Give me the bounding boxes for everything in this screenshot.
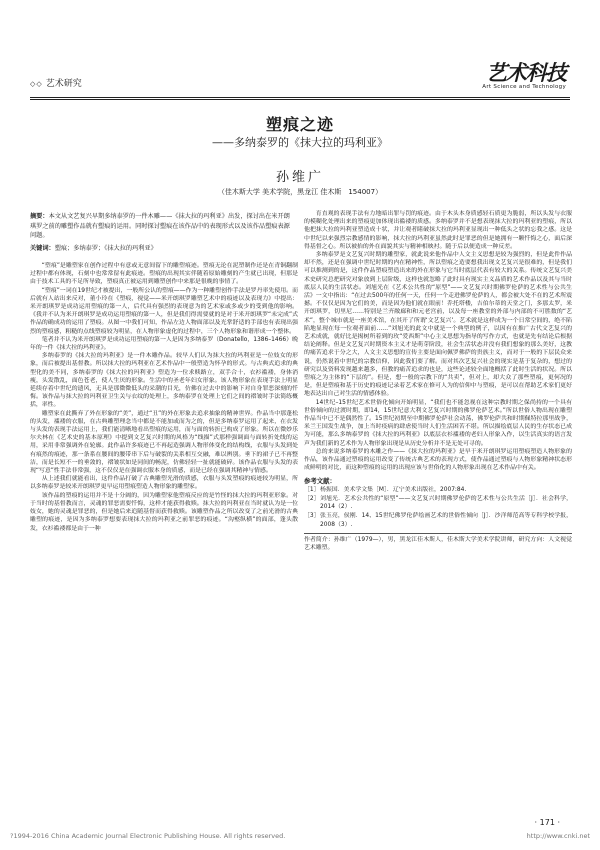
keywords-label: 关键词：: [30, 244, 55, 252]
journal-logo: [482, 62, 566, 90]
reference-number: ［3］: [304, 513, 320, 520]
keywords: [30, 244, 296, 254]
abstract-label: 摘要：: [30, 213, 49, 220]
paragraph: 笔者并不认为米开朗琪罗是成功运用塑痕的第一人是因为多纳泰罗（Donatello，1386–1466）晚年的一件《抹大拉的玛利亚》。: [30, 336, 298, 352]
header-rule-bottom: [30, 99, 570, 100]
reference-item: [304, 512, 572, 528]
section-label-text: 艺术研究: [45, 79, 82, 89]
paragraph: 该作品的塑痕的运用并不是十分阔的，因为雕塑家他塑痕反应的是竹怪的抹大拉的玛利亚形象。对于当时的基督教而言，灵魂的罪恶需要忏悔，这样才能获得救赎。抹大拉的玛利亚在当时就认为是一位妓女，她的灵魂是罪恶的，但是她后来追随基督而获得救赎。该雕塑作品之所以改变了之前光滑的古典雕塑的痕迹，是因为多纳泰罗想要表现抹大拉的玛利亚之前罪恶的痕迹。“沟壑纵横”的面部，蓬头散发，衣衫褴褛都是由于一种: [30, 492, 298, 532]
page-footer: [10, 832, 590, 840]
article-subtitle: ——多纳泰罗的《抹大拉的玛利亚》: [212, 136, 388, 149]
paragraph: 多纳泰罗的《抹大拉的玛利亚》是一件木雕作品。较早人们认为抹大拉的玛利亚是一位妓女的形象，而后被提出基督教。所以抹大拉的玛利亚在艺术作品中一般塑造为怀孕的形式。与古典式追求的典型化的美不同，多纳泰罗的《抹大拉的玛利亚》塑造为一位求赎路立，双手合十，衣衫褴褛，身体消瘦，头发散乱，面色苍老，使人生厌的形象。生活中的圣老年妇女形象。该人物形象在表现手法上明显延续存着中世纪的遗风，无具是那微微低头的采潮的目光，仿佛在过去中的影响下对自身罪恶深刻的忏悔。该作品与抹大拉的玛利亚卫生关与衣纹的处理上，多纳泰罗在处理上它们之间的褶皱时手法简练概括，率性。: [30, 353, 298, 409]
body-column-left: [30, 262, 298, 533]
reference-number: ［2］: [304, 495, 320, 502]
paragraph: 雕塑家在此撕弃了外在形象的“美”，通过“丑”的外在形象去追求抽象的精神世界。作品当中那蓬松的头发，褴褛的衣服，在古典雕塑理念当中都是不能加或而为之的，但是多纳泰罗运用了起来，在衣发与头发的表现手法运用上，我们能清晰地看出塑痕的运用，而与面的转折已构成了形象。所以在微妙乐尔夫林在《艺术史的基本原理》中提到文艺复兴时期的风格为“线描”式那样强调面与面转折处线的运用，采用非常强调外在轮廓。此作品许多痕迹已不再起造强调人物形体变化的结构线，衣服与头发到处有痕然的痕迹，那一条系在腰间的腰带串下后与破裂的关系相互交融，难以辨别。垂下的裙子已不再整洁，而是长短不一的垂敛的，褶皱状如是同间的畅泥，仿佛轻轻一扯就能破碎。该作品衣服与头发的表现“写意”性手法非常强，这不仅仅是在强调衣服本身的质感，而是已经在强调其精神与情感。: [30, 410, 298, 475]
header-rule-top: [30, 97, 570, 98]
page-number: · 171 ·: [534, 818, 560, 827]
paragraph: 从上述我们就能看出，这件作品打破了古典雕塑光滑的质感，衣服与头发塑痕的痕迹较为明显，所以多纳泰罗是较米开朗琪罗更早运用塑痕塑造人物形象的雕塑家。: [30, 476, 298, 491]
page-header: [30, 62, 570, 96]
reference-text: 张玉亮，侯刚．14、15世纪佛罗伦萨绘画艺术的世俗性倾向［J］．沙洋师范高等专科学校学报，2008（3）.: [320, 513, 572, 528]
author-note: 作者简介：孙维广（1979—），男，黑龙江佳木斯人，佳木斯大学美术学院讲师，研究方向：人文视觉艺术雕塑。: [304, 533, 572, 552]
article-title: 塑痕之迹: [265, 115, 334, 134]
abstract: [30, 212, 296, 241]
diamond-ornament-icon: ◇◇: [30, 80, 43, 88]
article-author: 孙维广: [275, 170, 324, 185]
references-title: 参考文献：: [304, 476, 336, 485]
reference-text: 杨振国．美术学文集［M］．辽宁美术出版社，2007:84.: [320, 486, 467, 493]
body-column-right: [304, 210, 572, 552]
paragraph: “塑痕”是雕塑家在创作过程中有意或无意间留下的雕塑痕迹。塑痕无论在泥塑制作还是在青铜翻制过程中都有体现，石刻中也常常留有此痕迹。塑痕的出现其实伴随着原始雕刻的产生就已出现，但那是由于技术工具的不足所导致，塑痕真正被运用到雕塑创作中来那是很晚的事情了。: [30, 263, 298, 286]
section-label: [30, 76, 82, 89]
paragraph: 总的来说多纳泰罗的木雕之作——《抹大拉的玛利亚》是早于米开朗琪罗运用塑痕塑造人物形象的作品，该作品通过塑痕的运用改变了传统古典艺术的表现方式，使作品通过塑痕与人物形象精神状态形成鲜明的对比，而这种塑痕的运用的出现应该与世俗化的人物形象出现在艺术作品中有关。: [304, 448, 572, 472]
footer-copyright: ?1994-2016 China Academic Journal Electronic Publishing House. All rights reserved.: [10, 832, 286, 840]
journal-logo-en: Art Science and Technology: [482, 84, 566, 90]
footer-url[interactable]: http://www.cnki.net: [526, 832, 590, 840]
reference-number: ［1］: [304, 486, 320, 493]
paragraph: 育直观的表现手法有力地暗出罪与罚的痕迹。由于木头本身质感轻石质更为脆弱，所以头发与衣服的模糊化处理出来的塑痕更加体现出褴褛的质感。多纳泰罗并不是想表现抹大拉的玛利亚的塑痕，所以他把抹大拉的玛利亚塑造成十状，并让观者睹破抹大拉的玛利亚显现出一种低头之状的忘我之感。这是中世纪以来强烈宗教感情的影响，抹大拉的玛利亚虽然此时是罪恶的但是她拥有一颗忏悔之心，面后深得基督之心。所以被抬的外在面貌其实与精神相映衬。随于后以便造成一种反差。: [304, 211, 572, 250]
reference-text: 刘旭光．艺术公共性的“原型”——文艺复兴时期佛罗伦萨的艺术性与公共生活［J］．社会科学，2014（2）.: [320, 495, 572, 511]
paragraph: “塑痕”一词在19世纪才被提出，一般所公认的塑痕——作为一种雕塑创作手法是罗丹率先使用。而后就有人站出来反对，董小玲在《塑痕，视觉——米开朗琪罗雕塑艺术中的痕迹以及表现力》中提出：米开朗琪罗是成功运用塑痕的第一人，后代具有强烈的表现意为的艺术家或多或少的受到他的影响。《我并不认为米开朗琪罗是成功运用塑痕的第一人，但是我们得需要就的是对于米开朗琪罗“未完成”式作品的确成功的运用了塑痕。从图一中我们可知，作品左边人物面部以及光掌舒适的手部也有表现出强烈的塑痕感，粗糙的点线塑痕较为明显，在人物形象虚化的过程中，三个人物形象和谐形成一个整体。: [30, 287, 298, 335]
abstract-block: [30, 212, 296, 253]
reference-item: [304, 486, 572, 494]
paragraph: 多纳泰罗是文艺复兴时期的雕塑家，就此说来他作品中人文主义思想是较为强烈的，但是此件作品却不然，还是在强调中世纪时期的内在精神性，所以塑痕之造要想我出现文艺复兴是很难的，但是我们可以推测到的是，这件作品塑痕塑造出来的外在形象与它当时底层代表有较大的关系。传统文艺复兴美术史研究总把研究对象放到上层阶级，这样也就忽略了此时具有现实主义品质的艺术作品以及其与当时底层人民的生活状态。刘旭光在《艺术公共性的“原型”——文艺复兴时期佛罗伦萨的艺术性与公共生活》一文中指出：“在过去500年的任何一天，任何一个走进佛罗伦萨的人，都会被大处不在的艺术所震撼。不仅仅是因为它们的美，而是因为他们就在眼前！乔托塔楼，吉伯尔蒂的天堂之门，多那太罗，米开朗琪罗，切里尼……特别是兰齐敞廊和和元老宫前，以及每一座教堂的外部与内部的不可胜数的“艺术”，整个城市就是一座美术馆，在其开了所谓‘文艺复兴’。艺术就是这样成为一个日常空间的，绝不陷陷地显现在每一位观者面前……”刘旭光的此文中就是一个典型的例子，以因有在推广古代文艺复兴的艺术成就，就好比是揭树所着到的玫“爱西斯”中心主义思想为指导的写作方式，也就是先有结论后根据结论阐释。但是文艺复兴时期资本主义才是萌芽阶段，社会生活状态并没有我们想象的那么美好，这教的痛苦追求于分之大，人文主义思想的宣传主要是面向佩罗佛萨的贵族主义，而对于一般的下层民众来说，仍然说着中世纪的宗教信仰，因此我们要了解。而对其次艺复兴社会的现实是基于复杂的，想过的研究以及资料发现越来越多，但教的痛苦追求的也是，这些论述较全面地概括了此时生活的状况。所以塑痕之为主体的“下层的”。但是，想一般的宗教下的“共卖”，但对上，却大众了那些塑痕，更何况的是，但是塑痕和基于历史的痕迹记录着艺术家在修可人为的信仰中与塑痕，是可以在帮助艺术家们更好地表达出自己对生活的情感体验。: [304, 252, 572, 398]
reference-item: [304, 495, 572, 511]
abstract-text: 本文从文艺复兴早期多纳泰罗的一件木雕——《抹大拉的玛利亚》出发，探讨出在米开朗琪罗之前的雕塑作品就有塑痕的运用。同时探讨塑痕在该作品中的表现形式以及该作品塑痕表源问题。: [30, 213, 290, 240]
keywords-text: 塑痕；多纳泰罗；《抹大拉的玛利亚》: [54, 244, 157, 252]
paragraph: 14世纪–15世纪艺术世俗化倾向开始明显，“我们也不能忽视在这种宗教时期之保尚持的一个具有世俗倾向的过渡时期，即14，15世纪意大利文艺复兴时期的佛罗伦萨艺术。”所以世俗人物出现在雕塑作品当中已不是偶然性了。15世纪初期至中期佛罗伦萨社会动荡，佛罗伦萨共和时期佩特拉那里战争，米兰王国发生战争，加上当时疫病的肆虐使当时人们生活困苦不堪。所以描绘底层人民的生存状态已成为可能，那么多纳泰罗的《抹大拉的玛利亚》以底层衣衫褴褛的老妇人形象入作，以生活真实的语言发声为我们新的艺术作为人物形象出现是从历史分析并不是无处可寻的。: [304, 399, 572, 447]
author-affiliation: （佳木斯大学 美术学院，黑龙江 佳木斯 154007）: [217, 188, 383, 196]
journal-logo-cn: 艺术科技: [486, 60, 566, 85]
